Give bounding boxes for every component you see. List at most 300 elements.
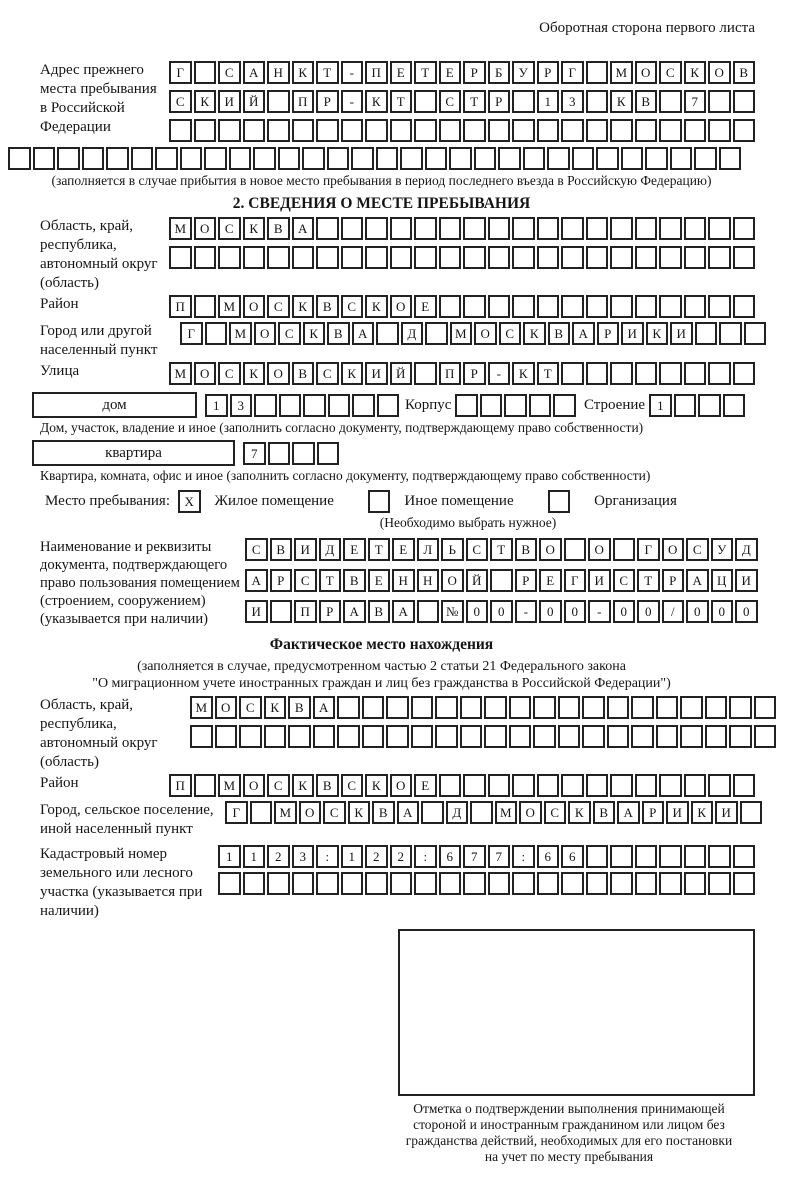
char-cell (733, 774, 756, 797)
char-cell (463, 246, 486, 269)
char-cell (292, 119, 315, 142)
char-cell: 0 (637, 600, 660, 623)
char-cell (316, 217, 339, 240)
char-cell (561, 872, 584, 895)
char-cell (327, 147, 350, 170)
stroenie-cells (649, 394, 745, 417)
char-cell (659, 295, 682, 318)
prev-address-section (8, 61, 755, 142)
char-cell: Р (662, 569, 685, 592)
char-cell (586, 119, 609, 142)
char-cell (316, 872, 339, 895)
char-cell: Р (316, 90, 339, 113)
char-cell: 2 (390, 845, 413, 868)
char-cell (425, 147, 448, 170)
char-cell: Е (392, 538, 415, 561)
page-side-note: Оборотная сторона первого листа (539, 20, 755, 36)
char-cell (365, 217, 388, 240)
char-cell: С (341, 295, 364, 318)
char-cell (267, 119, 290, 142)
char-cell (659, 90, 682, 113)
cadastre-field (8, 845, 755, 921)
char-cell (733, 119, 756, 142)
char-cell (463, 217, 486, 240)
confirmation-caption-line: стороной и иностранным гражданином или лицом без (413, 1117, 725, 1132)
char-cell (463, 872, 486, 895)
char-cell: Е (414, 774, 437, 797)
apartment-box: квартира (32, 440, 235, 466)
char-cell: К (684, 61, 707, 84)
char-cell: - (341, 90, 364, 113)
char-cell (512, 872, 535, 895)
char-cell (733, 362, 756, 385)
char-cell: Т (390, 90, 413, 113)
char-cell (512, 119, 535, 142)
char-cell: Т (537, 362, 560, 385)
option-zhiloe-label: Жилое помещение (214, 493, 334, 509)
char-cell: О (539, 538, 562, 561)
char-cell (414, 217, 437, 240)
char-cell (488, 119, 511, 142)
char-cell (561, 246, 584, 269)
char-cell (190, 725, 213, 748)
char-cell (8, 147, 31, 170)
char-cell: И (735, 569, 758, 592)
street-label: Улица (40, 363, 80, 379)
char-cell (635, 246, 658, 269)
char-cell: А (392, 600, 415, 623)
char-cell: К (512, 362, 535, 385)
char-cell (744, 322, 767, 345)
char-cell (561, 119, 584, 142)
char-cell: Й (390, 362, 413, 385)
char-cell (341, 872, 364, 895)
char-cell (421, 801, 444, 824)
char-cell: В (288, 696, 311, 719)
char-cell: Е (539, 569, 562, 592)
char-cell (695, 322, 718, 345)
char-cell (610, 246, 633, 269)
char-cell: М (229, 322, 252, 345)
prev-address-row-2 (169, 90, 755, 113)
char-cell: В (316, 295, 339, 318)
char-cell: 3 (561, 90, 584, 113)
char-cell (455, 394, 478, 417)
char-cell (288, 725, 311, 748)
char-cell (512, 217, 535, 240)
char-cell (529, 394, 552, 417)
char-cell (460, 725, 483, 748)
char-cell (169, 119, 192, 142)
char-cell (337, 725, 360, 748)
char-cell: - (488, 362, 511, 385)
char-cell: О (194, 362, 217, 385)
char-cell (82, 147, 105, 170)
char-cell: 6 (561, 845, 584, 868)
actual-location-note-1: (заполняется в случае, предусмотренном частью 2 статьи 21 Федерального закона (137, 659, 626, 674)
char-cell (645, 147, 668, 170)
char-cell (504, 394, 527, 417)
char-cell: О (662, 538, 685, 561)
char-cell: К (341, 362, 364, 385)
char-cell: П (439, 362, 462, 385)
prev-address-row-3 (169, 119, 755, 142)
char-cell (684, 119, 707, 142)
char-cell (729, 696, 752, 719)
char-cell (488, 295, 511, 318)
char-cell (586, 61, 609, 84)
char-cell (390, 217, 413, 240)
korpus-cells (455, 394, 576, 417)
char-cell: С (218, 362, 241, 385)
char-cell (488, 246, 511, 269)
char-cell (243, 246, 266, 269)
actual-region-row-2 (190, 725, 776, 748)
char-cell: Р (642, 801, 665, 824)
char-cell (537, 295, 560, 318)
char-cell (341, 119, 364, 142)
cadastre-row-1 (218, 845, 755, 868)
char-cell (719, 322, 742, 345)
char-cell: Р (537, 61, 560, 84)
char-cell: У (711, 538, 734, 561)
char-cell: П (292, 90, 315, 113)
char-cell (537, 774, 560, 797)
char-cell: О (215, 696, 238, 719)
char-cell: О (243, 774, 266, 797)
char-cell: Г (561, 61, 584, 84)
char-cell: С (169, 90, 192, 113)
char-cell (313, 725, 336, 748)
prev-address-label: Адрес прежнего места пребывания в Российской Федерации (40, 62, 157, 135)
char-cell (229, 147, 252, 170)
char-cell: С (294, 569, 317, 592)
char-cell: С (686, 538, 709, 561)
char-cell: С (267, 774, 290, 797)
char-cell (729, 725, 752, 748)
region-label: Область, край, республика, автономный округ (область) (40, 218, 158, 291)
char-cell (414, 872, 437, 895)
actual-district-row (169, 774, 755, 797)
char-cell (705, 725, 728, 748)
char-cell: Д (735, 538, 758, 561)
char-cell: - (341, 61, 364, 84)
char-cell (635, 217, 658, 240)
char-cell: Г (169, 61, 192, 84)
char-cell (303, 394, 326, 417)
char-cell (635, 362, 658, 385)
char-cell (586, 845, 609, 868)
char-cell: С (613, 569, 636, 592)
char-cell (586, 246, 609, 269)
char-cell: 6 (439, 845, 462, 868)
char-cell: И (715, 801, 738, 824)
char-cell (292, 872, 315, 895)
char-cell: Т (316, 61, 339, 84)
char-cell: И (218, 90, 241, 113)
char-cell: Й (466, 569, 489, 592)
char-cell: Г (180, 322, 203, 345)
char-cell (254, 394, 277, 417)
char-cell (586, 774, 609, 797)
char-cell (537, 246, 560, 269)
char-cell (659, 246, 682, 269)
char-cell (33, 147, 56, 170)
char-cell: Е (390, 61, 413, 84)
char-cell: В (372, 801, 395, 824)
char-cell (292, 442, 315, 465)
char-cell (680, 696, 703, 719)
char-cell: С (316, 362, 339, 385)
checkbox-organizatsiya (548, 490, 571, 513)
char-cell (435, 696, 458, 719)
char-cell (659, 774, 682, 797)
char-cell (733, 845, 756, 868)
char-cell (362, 725, 385, 748)
char-cell (631, 725, 654, 748)
char-cell (463, 774, 486, 797)
actual-city-field (8, 801, 755, 839)
char-cell (279, 394, 302, 417)
korpus-label: Корпус (405, 396, 452, 413)
char-cell (610, 217, 633, 240)
char-cell (414, 362, 437, 385)
char-cell (316, 119, 339, 142)
char-cell: К (194, 90, 217, 113)
char-cell (656, 696, 679, 719)
char-cell: 3 (292, 845, 315, 868)
char-cell (558, 725, 581, 748)
char-cell: К (303, 322, 326, 345)
checkbox-inoe (368, 490, 391, 513)
char-cell (509, 725, 532, 748)
char-cell: С (245, 538, 268, 561)
char-cell (264, 725, 287, 748)
char-cell: 6 (537, 845, 560, 868)
char-cell (435, 725, 458, 748)
confirmation-caption-line: Отметка о подтверждении выполнения принимающей (413, 1101, 725, 1116)
char-cell: И (670, 322, 693, 345)
char-cell: Ц (711, 569, 734, 592)
char-cell: А (243, 61, 266, 84)
char-cell (411, 696, 434, 719)
char-cell (670, 147, 693, 170)
char-cell (596, 147, 619, 170)
char-cell (268, 442, 291, 465)
char-cell: Ь (441, 538, 464, 561)
char-cell (239, 725, 262, 748)
actual-location-note-2: "О миграционном учете иностранных граждан и лиц без гражданства в Российской Федерации") (92, 676, 671, 691)
char-cell (390, 872, 413, 895)
char-cell (417, 600, 440, 623)
char-cell: Й (243, 90, 266, 113)
char-cell: Г (225, 801, 248, 824)
char-cell (411, 725, 434, 748)
district-row (169, 295, 755, 318)
char-cell (635, 295, 658, 318)
char-cell: 2 (267, 845, 290, 868)
char-cell (610, 295, 633, 318)
char-cell (621, 147, 644, 170)
char-cell: В (267, 217, 290, 240)
char-cell (512, 90, 535, 113)
char-cell (351, 147, 374, 170)
char-cell: В (548, 322, 571, 345)
char-cell: О (194, 217, 217, 240)
char-cell (250, 801, 273, 824)
char-cell: М (218, 774, 241, 797)
char-cell: А (397, 801, 420, 824)
char-cell (635, 845, 658, 868)
char-cell: С (239, 696, 262, 719)
char-cell (610, 872, 633, 895)
document-row-3 (245, 600, 758, 623)
char-cell: В (368, 600, 391, 623)
char-cell (561, 362, 584, 385)
char-cell (659, 872, 682, 895)
char-cell (386, 725, 409, 748)
char-cell (180, 147, 203, 170)
char-cell (684, 845, 707, 868)
city-row (180, 322, 766, 345)
char-cell: Р (270, 569, 293, 592)
char-cell (267, 90, 290, 113)
char-cell (523, 147, 546, 170)
char-cell (723, 394, 746, 417)
char-cell (613, 538, 636, 561)
char-cell (708, 845, 731, 868)
district-label: Район (40, 296, 79, 312)
char-cell (586, 295, 609, 318)
char-cell (582, 725, 605, 748)
char-cell: С (659, 61, 682, 84)
char-cell: О (390, 774, 413, 797)
char-cell: - (588, 600, 611, 623)
char-cell: № (441, 600, 464, 623)
district-field (8, 295, 755, 318)
char-cell: К (292, 774, 315, 797)
char-cell: : (414, 845, 437, 868)
char-cell: Т (368, 538, 391, 561)
confirmation-caption-line: на учет по месту пребывания (484, 1149, 654, 1164)
char-cell: М (274, 801, 297, 824)
cadastre-row-2 (218, 872, 755, 895)
char-cell: С (341, 774, 364, 797)
char-cell: М (190, 696, 213, 719)
char-cell: К (646, 322, 669, 345)
char-cell: И (666, 801, 689, 824)
char-cell: О (267, 362, 290, 385)
char-cell: М (218, 295, 241, 318)
char-cell: К (348, 801, 371, 824)
char-cell: Л (417, 538, 440, 561)
char-cell: И (245, 600, 268, 623)
char-cell: 1 (341, 845, 364, 868)
char-cell: 0 (490, 600, 513, 623)
char-cell (414, 246, 437, 269)
char-cell (376, 147, 399, 170)
char-cell (708, 217, 731, 240)
char-cell: Г (564, 569, 587, 592)
char-cell: К (365, 90, 388, 113)
char-cell: Р (463, 61, 486, 84)
char-cell (204, 147, 227, 170)
char-cell (708, 246, 731, 269)
char-cell: Р (463, 362, 486, 385)
char-cell (754, 725, 777, 748)
char-cell: 7 (243, 442, 266, 465)
char-cell (610, 362, 633, 385)
house-note: Дом, участок, владение и иное (заполнить согласно документу, подтверждающему право собственности) (40, 420, 644, 435)
char-cell: С (267, 295, 290, 318)
char-cell (218, 246, 241, 269)
house-field (32, 392, 755, 418)
char-cell: : (512, 845, 535, 868)
char-cell: : (316, 845, 339, 868)
char-cell (488, 872, 511, 895)
char-cell: Д (401, 322, 424, 345)
char-cell (439, 119, 462, 142)
char-cell (155, 147, 178, 170)
char-cell (328, 394, 351, 417)
house-number-cells (205, 394, 399, 417)
char-cell (733, 295, 756, 318)
char-cell: В (733, 61, 756, 84)
char-cell: К (610, 90, 633, 113)
char-cell: М (169, 362, 192, 385)
char-cell (733, 217, 756, 240)
char-cell: Е (343, 538, 366, 561)
apartment-note: Квартира, комната, офис и иное (заполнить согласно документу, подтверждающему право собственности) (40, 468, 651, 483)
char-cell: К (691, 801, 714, 824)
char-cell (365, 872, 388, 895)
city-field (8, 322, 755, 360)
char-cell: М (450, 322, 473, 345)
char-cell: 0 (539, 600, 562, 623)
char-cell: И (588, 569, 611, 592)
prev-address-row-1 (169, 61, 755, 84)
char-cell: О (474, 322, 497, 345)
char-cell (674, 394, 697, 417)
char-cell (659, 845, 682, 868)
char-cell (292, 246, 315, 269)
char-cell: С (544, 801, 567, 824)
char-cell: 7 (488, 845, 511, 868)
char-cell (169, 246, 192, 269)
char-cell (659, 119, 682, 142)
apartment-field (32, 440, 755, 466)
char-cell (425, 322, 448, 345)
char-cell (414, 90, 437, 113)
char-cell (561, 217, 584, 240)
char-cell (484, 696, 507, 719)
char-cell: Е (439, 61, 462, 84)
char-cell (498, 147, 521, 170)
char-cell: К (243, 362, 266, 385)
char-cell: 1 (218, 845, 241, 868)
char-cell (708, 90, 731, 113)
char-cell: В (327, 322, 350, 345)
char-cell: 0 (613, 600, 636, 623)
char-cell: С (466, 538, 489, 561)
char-cell: У (512, 61, 535, 84)
char-cell (553, 394, 576, 417)
char-cell (470, 801, 493, 824)
char-cell (194, 774, 217, 797)
char-cell (439, 295, 462, 318)
char-cell (607, 725, 630, 748)
char-cell (610, 119, 633, 142)
